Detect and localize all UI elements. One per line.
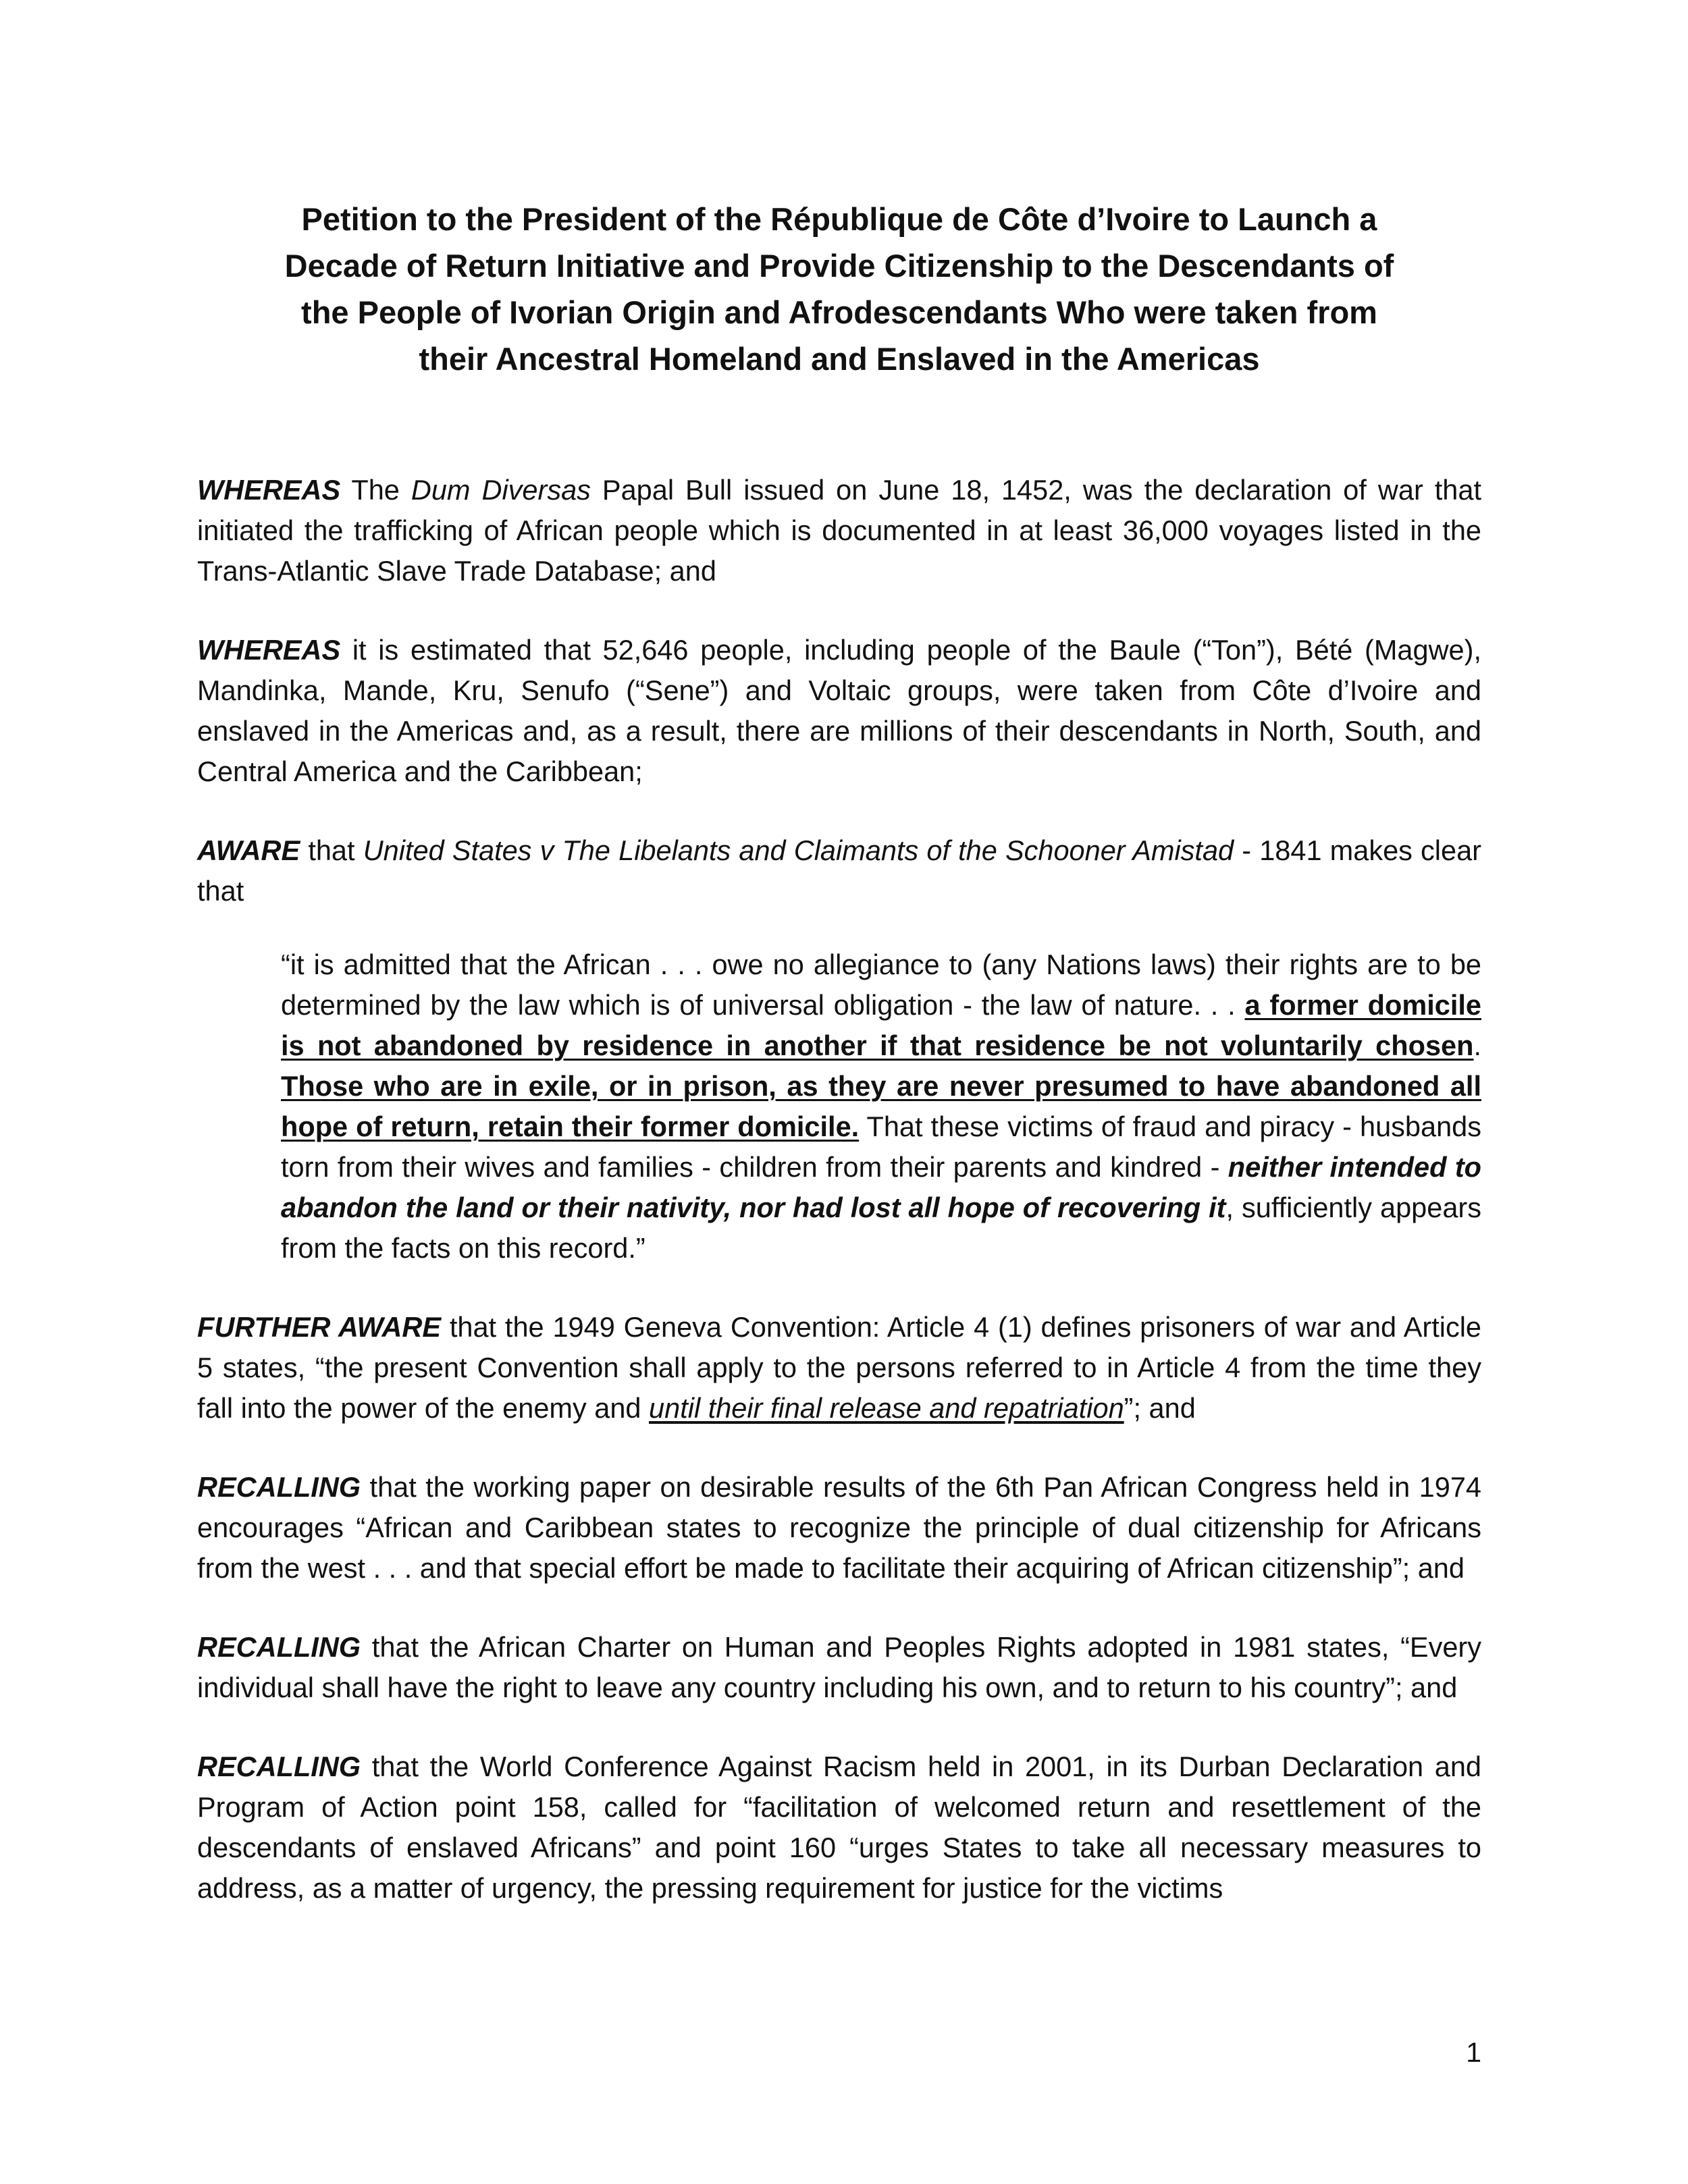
clause-italic-text: Dum Diversas	[411, 474, 591, 506]
petition-title	[197, 196, 1481, 382]
whereas-clause-1	[197, 470, 1481, 591]
quote-text: That these victims of fraud and piracy - husbands torn from their wives and families - children from their parents and kindred -	[281, 1111, 1481, 1183]
clause-keyword: RECALLING	[197, 1631, 361, 1663]
clause-text: that	[300, 834, 363, 866]
clause-text: that the World Conference Against Racism held in 2001, in its Durban Declaration and Program of Action point 158, called for “facilitation of welcomed return and resettlement of the descendants of enslaved Africans” and point 160 “urges States to take all necessary measures to address, as a matter of urgency, the pressing requirement for justice for the victims	[197, 1751, 1481, 1904]
clause-text: that the African Charter on Human and Peoples Rights adopted in 1981 states, “Every individual shall have the right to leave any country including his own, and to return to his country”; and	[197, 1631, 1481, 1703]
quote-text: .	[1473, 1030, 1481, 1061]
document-page	[197, 196, 1481, 1947]
title-line: Decade of Return Initiative and Provide Citizenship to the Descendants of	[284, 248, 1394, 284]
quote-emphasis: a former domicile is not abandoned by residence in another if that residence be not voluntarily chosen	[281, 989, 1481, 1061]
clause-keyword: RECALLING	[197, 1471, 361, 1503]
page-number: 1	[1466, 2037, 1481, 2068]
clause-text: The	[340, 474, 411, 506]
quote-bold-italic: neither intended to abandon the land or their nativity, nor had lost all hope of recovering it	[281, 1151, 1481, 1223]
aware-clause	[197, 830, 1481, 911]
clause-text: that the working paper on desirable results of the 6th Pan African Congress held in 1974 encourages “African and Caribbean states to recognize the principle of dual citizenship for Africans from the west . . . and that special effort be made to facilitate their acquiring of African citizenship”; and	[197, 1471, 1481, 1584]
title-line: their Ancestral Homeland and Enslaved in the Americas	[419, 341, 1260, 377]
clause-text: - 1841 makes clear that	[197, 834, 1481, 907]
title-line: the People of Ivorian Origin and Afrodescendants Who were taken from	[301, 294, 1377, 330]
clause-underlined-italic: until their final release and repatriation	[649, 1392, 1124, 1424]
clause-text: it is estimated that 52,646 people, including people of the Baule (“Ton”), Bété (Magwe), Mandinka, Mande, Kru, Senufo (“Sene”) and Voltaic groups, were taken from Côte d’Ivoire and enslaved in the Americas and, as a result, there are millions of their descendants in North, South, and Central America and the Caribbean;	[197, 634, 1481, 787]
quote-text: “it is admitted that the African . . . owe no allegiance to (any Nations laws) their rights are to be determined by the law which is of universal obligation - the law of nature. . .	[281, 949, 1481, 1021]
title-line: Petition to the President of the République de Côte d’Ivoire to Launch a	[301, 201, 1377, 237]
recalling-clause-3	[197, 1747, 1481, 1909]
clause-text: Papal Bull issued on June 18, 1452, was the declaration of war that initiated the trafficking of African people which is documented in at least 36,000 voyages listed in the Trans-Atlantic Slave Trade Database; and	[197, 474, 1481, 587]
case-name: United States v The Libelants and Claimants of the Schooner Amistad	[363, 834, 1234, 866]
recalling-clause-2	[197, 1627, 1481, 1708]
clause-keyword: WHEREAS	[197, 634, 341, 666]
quote-emphasis: Those who are in exile, or in prison, as they are never presumed to have abandoned all hope of return, retain their former domicile.	[281, 1070, 1481, 1142]
petition-body	[197, 470, 1481, 1909]
quote-text: , sufficiently appears from the facts on this record.”	[281, 1192, 1481, 1264]
clause-keyword: WHEREAS	[197, 474, 341, 506]
recalling-clause-1	[197, 1467, 1481, 1589]
clause-text: that the 1949 Geneva Convention: Article 4 (1) defines prisoners of war and Article 5 states, “the present Convention shall apply to the persons referred to in Article 4 from the time they fall into the power of the enemy and	[197, 1311, 1481, 1424]
amistad-quote	[281, 944, 1481, 1269]
clause-keyword: RECALLING	[197, 1751, 361, 1782]
clause-keyword: FURTHER AWARE	[197, 1311, 441, 1343]
clause-keyword: AWARE	[197, 834, 300, 866]
further-aware-clause	[197, 1307, 1481, 1429]
clause-text: ”; and	[1124, 1392, 1196, 1424]
whereas-clause-2	[197, 630, 1481, 792]
